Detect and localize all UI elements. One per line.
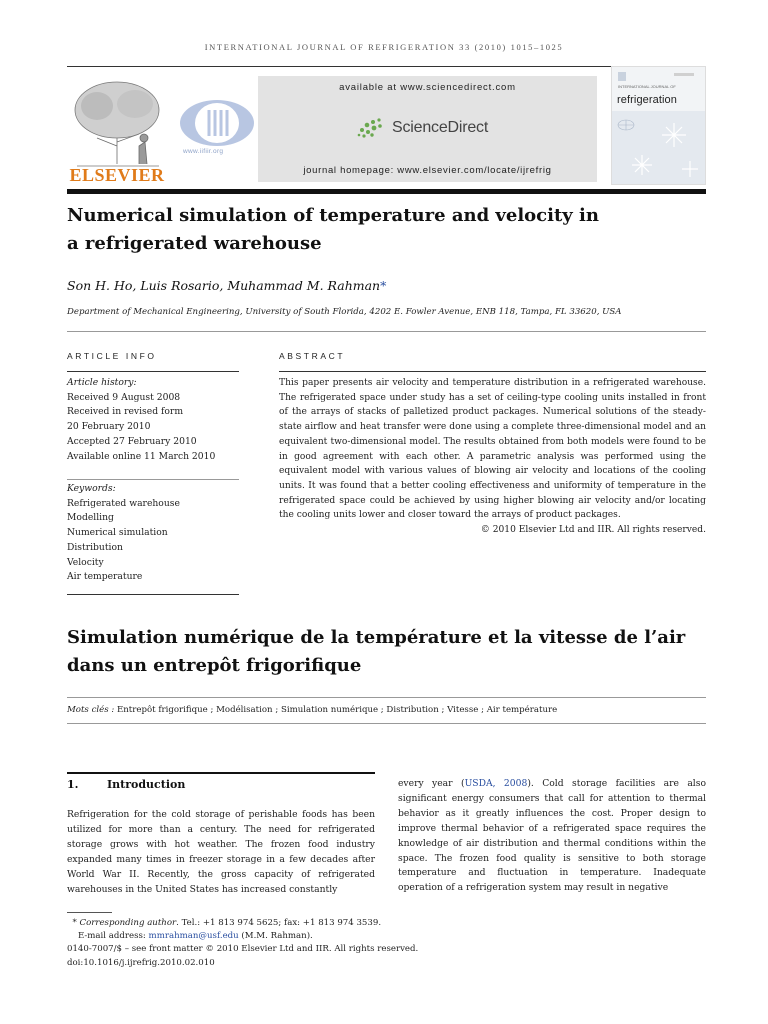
corr-label: Corresponding author — [79, 918, 177, 928]
affiliation-rule — [67, 331, 706, 332]
abstract-heading: ABSTRACT — [279, 351, 346, 361]
mots-cles — [67, 705, 557, 715]
email-post: (M.M. Rahman). — [238, 931, 313, 942]
email-label: E-mail address: — [77, 931, 149, 942]
mots-cles-label: Mots clés : — [67, 705, 115, 715]
citation-link[interactable]: USDA, 2008 — [464, 778, 528, 789]
abstract-copyright: © 2010 Elsevier Ltd and IIR. All rights reserved. — [480, 525, 706, 536]
article-history — [67, 376, 239, 464]
mots-cles-top-rule — [67, 697, 706, 698]
footnote-rule — [67, 912, 112, 913]
keyword-item: Numerical simulation — [67, 527, 168, 539]
intro-text: ). Cold storage facilities are also significant energy consumers that call for attention to thermal behavior as it greatly influences the cost. Proper design to improve thermal behavior of a refrigerated space requires the knowledge of air distribution and thermal conditions within the space. The frozen food quality is sensitive to both storage temperature and fluctuation in temperature. Inadequate operation of a refrigeration system may result in negative — [398, 778, 706, 894]
doi-line[interactable]: doi:10.1016/j.ijrefrig.2010.02.010 — [67, 957, 215, 968]
section-number: 1. — [67, 778, 79, 791]
iifiir-globe-logo — [178, 98, 256, 148]
journal-citation-line: INTERNATIONAL JOURNAL OF REFRIGERATION 33 (2010) 1015–1025 — [204, 42, 564, 52]
issn-line: 0140-7007/$ – see front matter © 2010 Elsevier Ltd and IIR. All rights reserved. — [67, 944, 419, 955]
available-at-link[interactable]: available at www.sciencedirect.com — [339, 82, 516, 93]
footnote-star: * — [72, 918, 77, 928]
article-title-line1: Numerical simulation of temperature and velocity in — [67, 205, 599, 226]
mots-cles-bottom-rule — [67, 723, 706, 724]
history-label: Article history: — [67, 377, 137, 388]
author-list — [67, 278, 386, 293]
intro-right-column — [398, 777, 706, 896]
section-title: Introduction — [107, 778, 186, 791]
email-link[interactable]: mmrahman@usf.edu — [148, 931, 239, 942]
article-title-line2: a refrigerated warehouse — [67, 233, 322, 254]
abstract-body: This paper presents air velocity and temperature distribution in a refrigerated warehouse. The refrigerated space under study has a set of ceiling-type cooling units installed in front of the arrays of stacks of palletized product packages. Numerical solutions of the steady-state airflow and heat transfer were done using a complete three-dimensional model and an equivalent two-dimensional model. The results obtained from both models were found to be in good agreement with each other. A parametric analysis was performed using the equivalent model with various values of blowing air velocity and locations of the cooling units. It was found that a better cooling effectiveness and uniformity of temperature in the refrigerated space could be achieved by using higher blowing air velocity and/or locating the cooling units lower and closer toward the arrays of product packages. — [279, 378, 706, 521]
journal-cover-thumbnail[interactable] — [611, 66, 706, 185]
abstract-rule — [279, 371, 706, 372]
keyword-item: Distribution — [67, 541, 123, 553]
keywords-rule — [67, 594, 239, 595]
email-note — [67, 930, 418, 943]
history-item: Available online 11 March 2010 — [67, 450, 216, 462]
keyword-item: Modelling — [67, 512, 114, 524]
iifiir-url[interactable]: www.iifiir.org — [183, 148, 224, 155]
history-item: Received in revised form — [67, 406, 184, 418]
author-affiliation: Department of Mechanical Engineering, University of South Florida, 4202 E. Fowler Avenue, ENB 118, Tampa, FL 33620, USA — [67, 307, 622, 317]
cover-title: refrigeration — [617, 94, 677, 106]
french-title-line2: dans un entrepôt frigorifique — [67, 655, 362, 676]
cover-subtitle: INTERNATIONAL JOURNAL OF — [618, 84, 676, 89]
intro-text: every year ( — [398, 778, 465, 789]
intro-left-column: Refrigeration for the cold storage of perishable foods has been utilized for more than a century. The need for refrigerated storage grows with hot weather. The frozen food industry expanded many times in freezer storage in a few decades after World War II. Recently, the gross capacity of refrigerated warehouses in the United States has increased constantly — [67, 809, 375, 895]
keyword-item: Air temperature — [67, 571, 143, 583]
sciencedirect-leaf-icon — [356, 116, 386, 142]
abstract-text — [279, 376, 706, 538]
section-heading-introduction — [67, 778, 185, 791]
keywords-label: Keywords: — [67, 483, 116, 494]
publisher-logo-text[interactable]: ELSEVIER — [69, 165, 165, 185]
journal-homepage-link[interactable]: journal homepage: www.elsevier.com/locate/ijrefrig — [303, 165, 552, 176]
history-rule — [67, 479, 239, 480]
article-title — [67, 202, 687, 258]
keyword-item: Refrigerated warehouse — [67, 497, 180, 509]
sciencedirect-wordmark[interactable]: ScienceDirect — [392, 119, 489, 136]
mots-cles-list: Entrepôt frigorifique ; Modélisation ; Simulation numérique ; Distribution ; Vitesse ; Air température — [114, 705, 558, 715]
snowflake-art-icon — [612, 111, 706, 185]
footnotes — [67, 917, 418, 970]
french-title — [67, 624, 717, 680]
corr-text: . Tel.: +1 813 974 5625; fax: +1 813 974 3539. — [176, 918, 382, 928]
author-names: Son H. Ho, Luis Rosario, Muhammad M. Rahman — [67, 278, 381, 293]
corresponding-author-note — [67, 917, 418, 930]
corresponding-author-mark[interactable]: * — [380, 278, 387, 293]
history-item: Accepted 27 February 2010 — [67, 435, 197, 447]
article-info-heading: ARTICLE INFO — [67, 351, 157, 361]
cover-header-icon — [618, 71, 701, 85]
french-title-line1: Simulation numérique de la température et la vitesse de l’air — [67, 627, 686, 648]
history-item: 20 February 2010 — [67, 421, 151, 433]
article-info-rule — [67, 371, 239, 372]
header-thick-rule — [67, 189, 706, 194]
keywords-list — [67, 482, 239, 585]
history-item: Received 9 August 2008 — [67, 391, 181, 403]
keyword-item: Velocity — [67, 556, 104, 568]
intro-rule — [67, 772, 375, 774]
